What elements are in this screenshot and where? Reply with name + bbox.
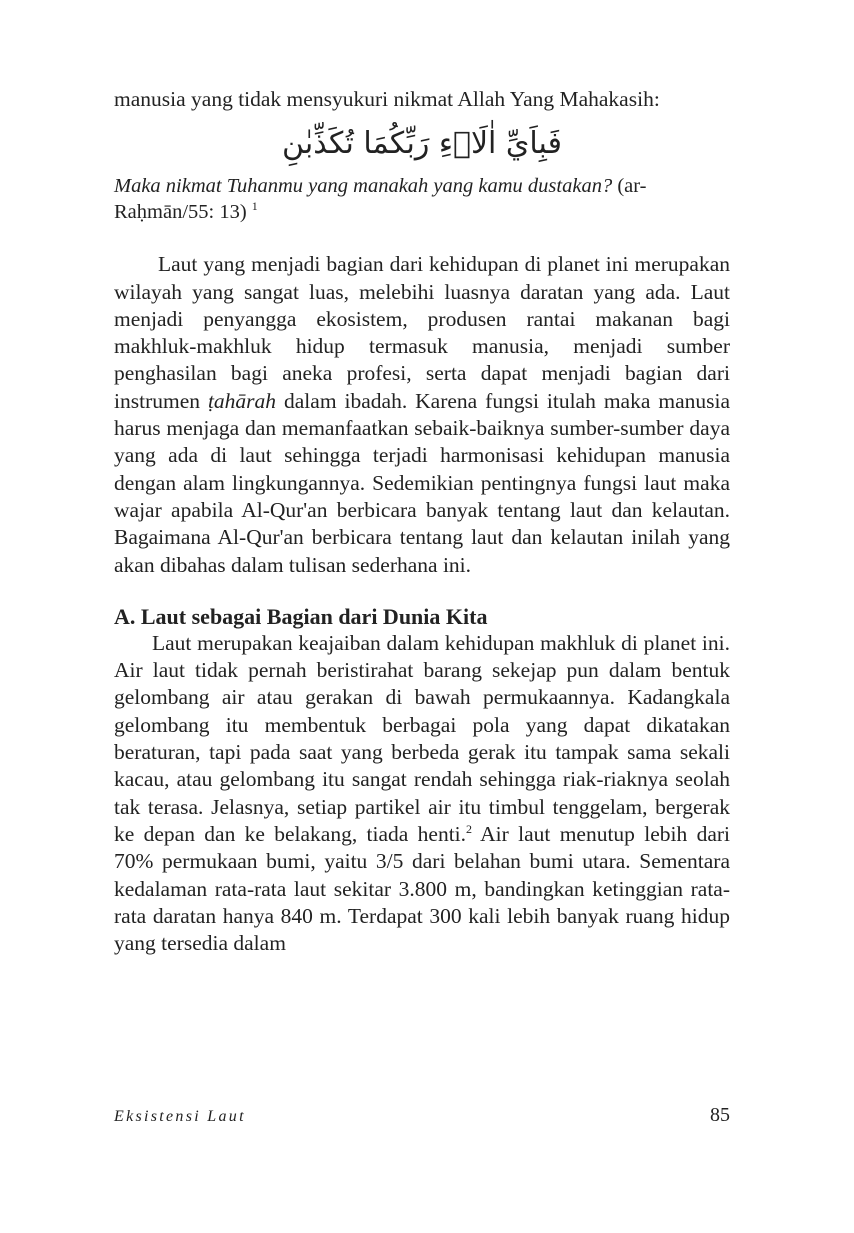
section-heading: A. Laut sebagai Bagian dari Dunia Kita bbox=[114, 603, 488, 629]
section-text-a: Laut merupakan keajaiban dalam kehidupan makhluk di planet ini. Air laut tidak pernah beristirahat barang sekejap pun dalam bentuk gelombang air atau gerakan di bawah permukaannya. Kadangkala gelombang itu membentuk berbagai pola yang dapat dikatakan beraturan, tapi pada saat yang berbeda gerak itu tampak sama sekali kacau, atau gelombang itu sangat rendah sehingga riak-riaknya seolah tak terasa. Jelasnya, setiap partikel air itu timbul tenggelam, bergerak ke depan dan ke belakang, tiada henti. bbox=[114, 630, 730, 846]
paragraph-1-italic-term: ṭahārah bbox=[207, 388, 277, 413]
page-number: 85 bbox=[710, 1104, 730, 1126]
verse-reference: (ar-Raḥmān/55: 13) bbox=[114, 175, 647, 224]
paragraph-1-text-a: Laut yang menjadi bagian dari kehidupan di planet ini merupakan wilayah yang sangat luas, melebihi luasnya daratan yang ada. Laut menjadi penyangga ekosistem, produsen rantai makanan bagi makhluk-makhluk hidup termasuk manusia, menjadi sumber penghasilan bagi aneka profesi, serta dapat menjadi bagian dari instrumen bbox=[114, 252, 730, 413]
quran-verse-arabic: فَبِاَيِّ اٰلَاۤءِ رَبِّكُمَا تُكَذِّبٰنِ bbox=[282, 126, 562, 162]
verse-translation bbox=[114, 173, 730, 225]
paragraph-1-text-b: dalam ibadah. Karena fungsi itulah maka manusia harus menjaga dan memanfaatkan sebaik-baiknya sumber-sumber daya yang ada di laut sehingga terjadi harmonisasi kehidupan manusia dengan alam lingkungannya. Sedemikian pentingnya fungsi laut maka wajar apabila Al-Qur'an berbicara banyak tentang laut dan kelautan. Bagaimana Al-Qur'an berbicara tentang laut dan kelautan inilah yang akan dibahas dalam tulisan sederhana ini. bbox=[114, 388, 730, 577]
footnote-marker-1: 1 bbox=[251, 199, 258, 214]
running-title: Eksistensi Laut bbox=[114, 1108, 246, 1125]
footnote-marker-2: 2 bbox=[466, 821, 473, 836]
translation-text: Maka nikmat Tuhanmu yang manakah yang kamu dustakan? bbox=[114, 175, 613, 198]
paragraph-1 bbox=[114, 251, 730, 579]
section-paragraph bbox=[114, 630, 730, 958]
section-text-b: Air laut menutup lebih dari 70% permukaan bumi, yaitu 3/5 dari belahan bumi utara. Sementara kedalaman rata-rata laut sekitar 3.800 m, bandingkan ketinggian rata-rata daratan hanya 840 m. Terdapat 300 kali lebih banyak ruang hidup yang tersedia dalam bbox=[114, 821, 730, 956]
intro-line: manusia yang tidak mensyukuri nikmat Allah Yang Mahakasih: bbox=[114, 87, 660, 111]
page-footer bbox=[114, 1104, 730, 1127]
book-page bbox=[114, 86, 730, 957]
